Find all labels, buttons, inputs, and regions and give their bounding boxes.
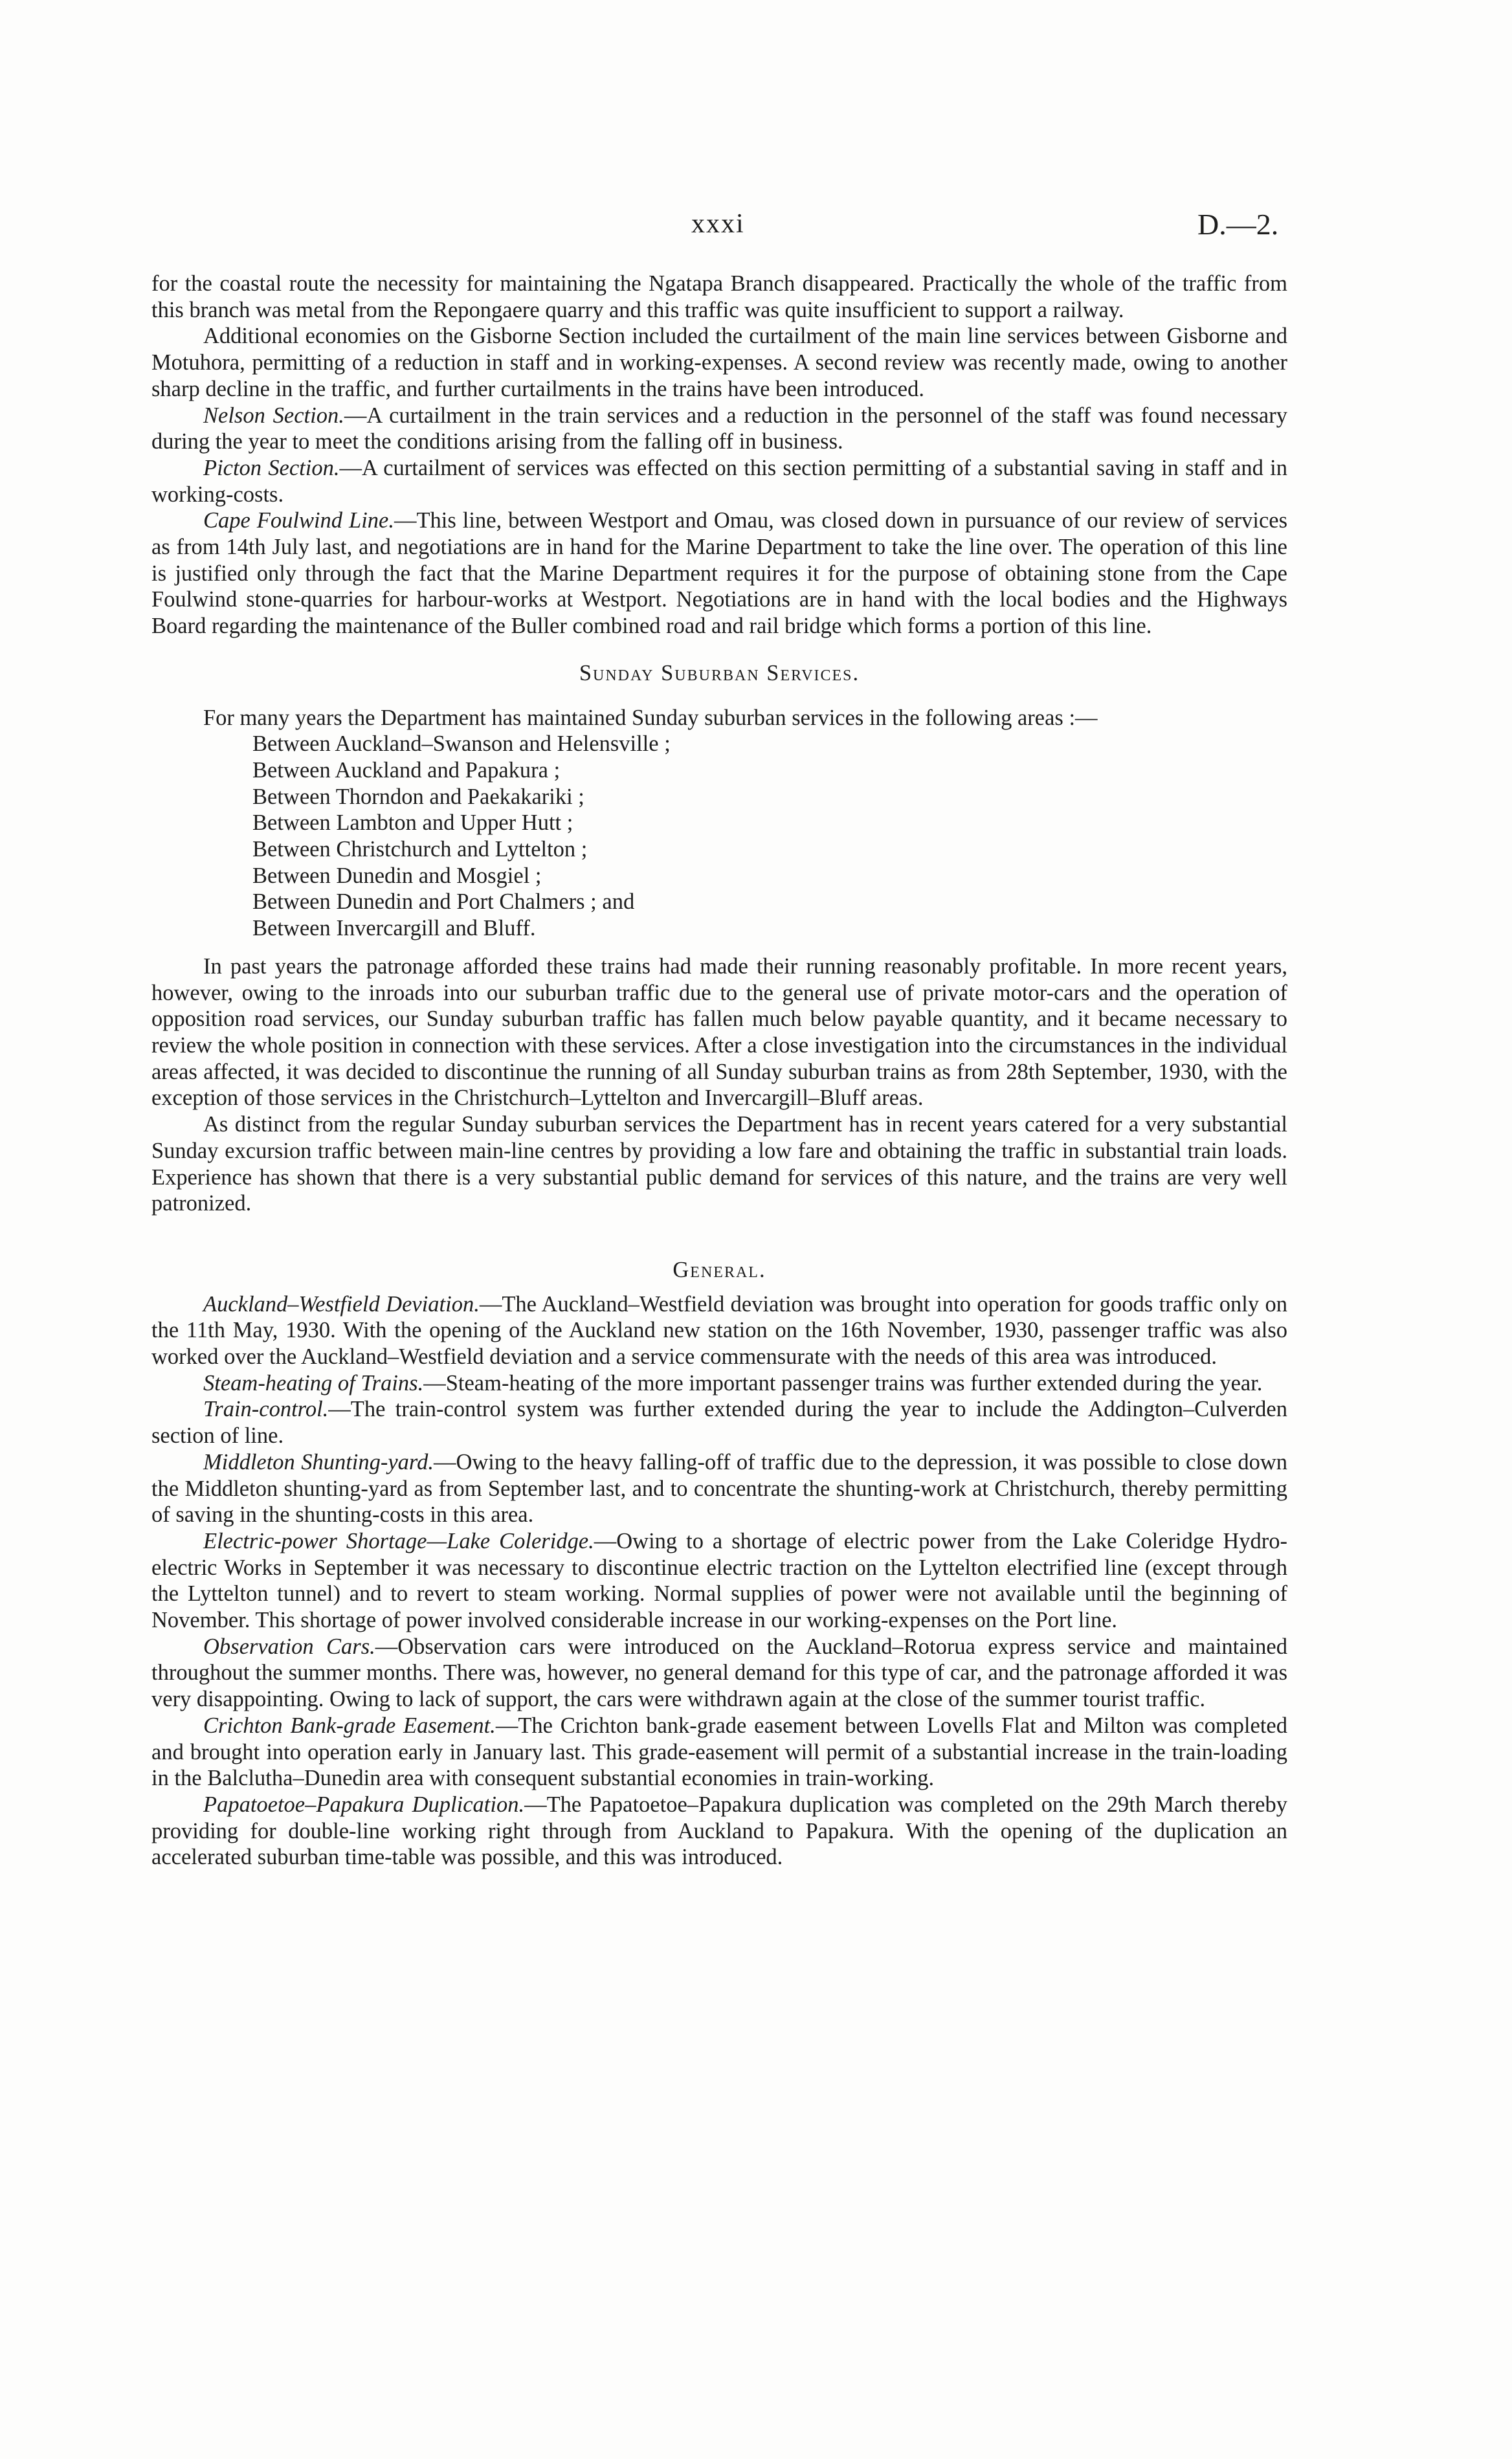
paragraph-caption: Electric-power Shortage—Lake Coleridge. (203, 1528, 594, 1553)
paragraph: Papatoetoe–Papakura Duplication.—The Papatoetoe–Papakura duplication was completed on the 29th March thereby providing for double-line working right through from Auckland to Papakura. With the opening of the duplication an accelerated suburban time-table was possible, and this was introduced. (151, 1792, 1287, 1870)
paragraph-caption: Crichton Bank-grade Easement. (203, 1713, 496, 1738)
paragraph-caption: Nelson Section. (203, 403, 344, 428)
list-item: Between Christchurch and Lyttelton ; (252, 837, 588, 862)
paragraph-caption: Cape Foulwind Line. (203, 508, 394, 533)
paragraph: Steam-heating of Trains.—Steam-heating of the more important passenger trains was further extended during the year. (203, 1370, 1263, 1396)
paragraph-cape-foulwind: Cape Foulwind Line.—This line, between Westport and Omau, was closed down in pursuance of our review of services as from 14th July last, and negotiations are in hand for the Marine Department to take the line over. The operation of this line is justified only through the fact that the Marine Department requires it for the purpose of obtaining stone from the Cape Foulwind stone-quarries for harbour-works at Westport. Negotiations are in hand with the local bodies and the Highways Board regarding the maintenance of the Buller combined road and rail bridge which forms a portion of this line. (151, 508, 1288, 639)
list-item: Between Dunedin and Mosgiel ; (252, 863, 542, 888)
paragraph-caption: Middleton Shunting-yard. (203, 1449, 434, 1474)
paragraph-caption: Observation Cars. (203, 1634, 375, 1659)
paragraph: As distinct from the regular Sunday suburban services the Department has in recent years catered for a very substantial Sunday excursion traffic between main-line centres by providing a low fare and obtaining the traffic in substantial train loads. Experience has shown that there is a very substantial public demand for services of this nature, and the trains are very well patronized. (151, 1112, 1287, 1216)
paragraph-caption: Train-control. (203, 1397, 329, 1422)
paragraph: Electric-power Shortage—Lake Coleridge.—Owing to a shortage of electric power from the Lake Coleridge Hydro-electric Works in September it was necessary to discontinue electric traction on the Lyttelton electrified line (except through the Lyttelton tunnel) and to revert to steam working. Normal supplies of power were not available until the beginning of November. This shortage of power involved considerable increase in our working-expenses on the Port line. (151, 1528, 1287, 1633)
paragraph-caption: Steam-heating of Trains. (203, 1370, 424, 1396)
service-area-list (151, 731, 1287, 942)
list-item: Between Lambton and Upper Hutt ; (252, 810, 573, 836)
paragraph-picton-section: Picton Section.—A curtailment of services was effected on this section permitting of a substantial saving in staff and in working-costs. (151, 455, 1287, 507)
sunday-lead: For many years the Department has maintained Sunday suburban services in the following areas :— (203, 705, 1098, 730)
document-reference: D.—2. (1197, 208, 1279, 241)
list-item: Between Auckland–Swanson and Helensville ; (252, 731, 671, 757)
paragraph-caption: Auckland–Westfield Deviation. (203, 1291, 480, 1317)
list-item: Between Dunedin and Port Chalmers ; and (252, 889, 635, 915)
paragraph: Train-control.—The train-control system was further extended during the year to include the Addington–Culverden section of line. (151, 1397, 1287, 1449)
paragraph: Middleton Shunting-yard.—Owing to the heavy falling-off of traffic due to the depression, it was possible to close down the Middleton shunting-yard as from September last, and to concentrate the shunting-work at Christchurch, thereby permitting of saving in the shunting-costs in this area. (151, 1449, 1287, 1528)
list-item: Between Invercargill and Bluff. (252, 916, 536, 941)
paragraph: Observation Cars.—Observation cars were introduced on the Auckland–Rotorua express service and maintained throughout the summer months. There was, however, no general demand for this type of car, and the patronage afforded it was very disappointing. Owing to lack of support, the cars were withdrawn again at the close of the summer tourist traffic. (151, 1634, 1287, 1712)
body-text (151, 271, 1287, 1871)
list-item: Between Thorndon and Paekakariki ; (252, 784, 584, 809)
paragraph: Crichton Bank-grade Easement.—The Crichton bank-grade easement between Lovells Flat and Milton was completed and brought into operation early in January last. This grade-easement will permit of a substantial increase in the train-loading in the Balclutha–Dunedin area with consequent substantial economies in train-working. (151, 1713, 1287, 1791)
page-number: xxxi (691, 209, 745, 239)
paragraph-caption: Picton Section. (203, 455, 340, 480)
section-heading-sunday: Sunday Suburban Services. (579, 660, 860, 685)
section-heading-general: General. (673, 1257, 766, 1282)
paragraph: for the coastal route the necessity for maintaining the Ngatapa Branch disappeared. Practically the whole of the traffic from this branch was metal from the Repongaere quarry and this traffic was quite insufficient to support a railway. (151, 271, 1287, 322)
paragraph-caption: Papatoetoe–Papakura Duplication. (203, 1792, 525, 1817)
paragraph: In past years the patronage afforded these trains had made their running reasonably profitable. In more recent years, however, owing to the inroads into our suburban traffic due to the general use of private motor-cars and the operation of opposition road services, our Sunday suburban traffic has fallen much below payable quantity, and it became necessary to review the whole position in connection with these services. After a close investigation into the circumstances in the individual areas affected, it was decided to discontinue the running of all Sunday suburban trains as from 28th September, 1930, with the exception of those services in the Christchurch–Lyttelton and Invercargill–Bluff areas. (151, 953, 1287, 1111)
paragraph: Auckland–Westfield Deviation.—The Auckland–Westfield deviation was brought into operation for goods traffic only on the 11th May, 1930. With the opening of the Auckland new station on the 16th November, 1930, passenger traffic was also worked over the Auckland–Westfield deviation and a service commensurate with the needs of this area was introduced. (151, 1291, 1287, 1370)
paragraph: Additional economies on the Gisborne Section included the curtailment of the main line services between Gisborne and Motuhora, permitting of a reduction in staff and in working-expenses. A second review was recently made, owing to another sharp decline in the traffic, and further curtailments in the trains have been introduced. (151, 324, 1287, 401)
paragraph-nelson-section: Nelson Section.—A curtailment in the train services and a reduction in the personnel of the staff was found necessary during the year to meet the conditions arising from the falling off in business. (151, 403, 1287, 454)
list-item: Between Auckland and Papakura ; (252, 757, 561, 783)
